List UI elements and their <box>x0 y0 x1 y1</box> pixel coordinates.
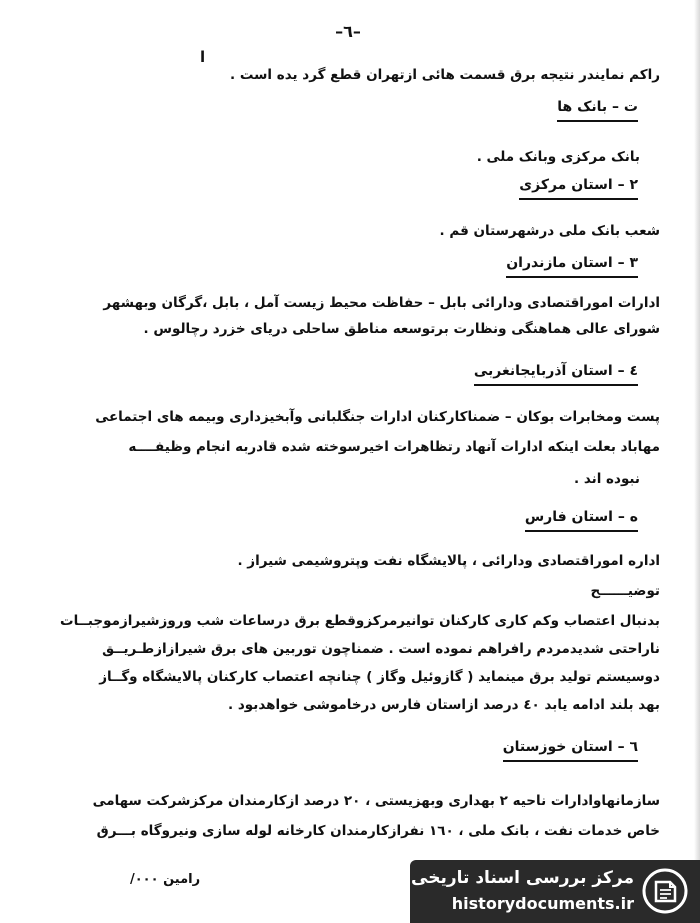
section-heading-azarbaijan <box>474 362 638 386</box>
heading-underline <box>557 120 638 122</box>
footer-number: رامین ۰۰۰/ <box>130 872 201 887</box>
section-heading-text: ۳ – استان مازندران <box>506 255 638 271</box>
section-heading-banks <box>557 98 638 122</box>
watermark-title: مرکز بررسی اسناد تاریخی <box>411 868 634 888</box>
section-heading-fars <box>525 508 638 532</box>
text-line: ادارات اموراقتصادی ودارائی بابل – حفاظت محیط زیست آمل ، بابل ،گرگان وبهشهر <box>103 295 660 311</box>
section-heading-text: ۲ – استان مرکزی <box>519 177 638 193</box>
text-line: بانک مرکزی وبانک ملی . <box>476 149 640 165</box>
section-heading-text: ه – استان فارس <box>524 509 638 525</box>
text-line: نبوده اند . <box>574 471 640 487</box>
section-heading-khuzestan <box>503 738 638 762</box>
section-heading-mazandaran <box>506 254 638 278</box>
page-number: –٦– <box>335 22 361 41</box>
text-line: پست ومخابرات بوکان – ضمناکارکنان ادارات جنگلبانی وآبخیزداری وبیمه های اجتماعی <box>95 409 660 425</box>
text-line: بهد بلند ادامه یابد ٤٠ درصد ازاستان فارس درخاموشی خواهدبود . <box>228 697 660 713</box>
section-heading-text: ٦ – استان خوزستان <box>502 739 638 755</box>
watermark-url: historydocuments.ir <box>451 894 634 913</box>
text-line: بدنبال اعتصاب وکم کاری کارکنان توانیرمرکزوقطع برق درساعات شب وروزشیرازموجبــات <box>60 613 660 629</box>
scan-edge-shadow <box>694 0 700 923</box>
text-line: راکم نمایندر نتیجه برق قسمت هائی ازتهران قطع گرد یده است . <box>230 67 660 83</box>
text-line: ناراحتی شدیدمردم رافراهم نموده است . ضمناچون توربین های برق شیرازازطـریــق <box>102 641 660 657</box>
text-line: اداره اموراقتصادی ودارائی ، پالایشگاه نفت وپتروشیمی شیراز . <box>237 553 660 569</box>
text-line: مهاباد بعلت اینکه ادارات آنهاد رتظاهرات اخیرسوخته شده قادربه انجام وظیفــــه <box>128 439 660 455</box>
text-line: دوسیستم تولید برق مینماید ( گازوئیل وگاز ) چنانچه اعتصاب کارکنان پالایشگاه وگــاز <box>99 669 660 685</box>
heading-underline <box>519 198 638 200</box>
watermark-banner <box>410 860 700 923</box>
document-logo-icon <box>642 868 688 914</box>
text-line: شورای عالی هماهنگی ونظارت برتوسعه مناطق ساحلی دریای خزرد رچالوس . <box>143 321 660 337</box>
heading-underline <box>525 530 638 532</box>
text-line: سازمانهاوادارات ناحیه ۲ بهداری وبهزیستی ، ۲۰ درصد ازکارمندان مرکزشرکت سهامی <box>92 793 660 809</box>
text-line: شعب بانک ملی درشهرستان قم . <box>439 223 660 239</box>
section-heading-markazi <box>519 176 638 200</box>
explanation-heading: توضیــــــح <box>590 583 660 599</box>
section-heading-text: ٤ – استان آذربایجانغربی <box>473 363 638 379</box>
section-heading-text: ت – بانک ها <box>557 99 638 115</box>
heading-underline <box>474 384 638 386</box>
margin-mark: ا <box>200 48 206 66</box>
heading-underline <box>503 760 638 762</box>
text-line: خاص خدمات نفت ، بانک ملی ، ۱٦٠ نفرازکارمندان کارخانه لوله سازی ونیروگاه بـــرق <box>96 823 660 839</box>
heading-underline <box>506 276 638 278</box>
